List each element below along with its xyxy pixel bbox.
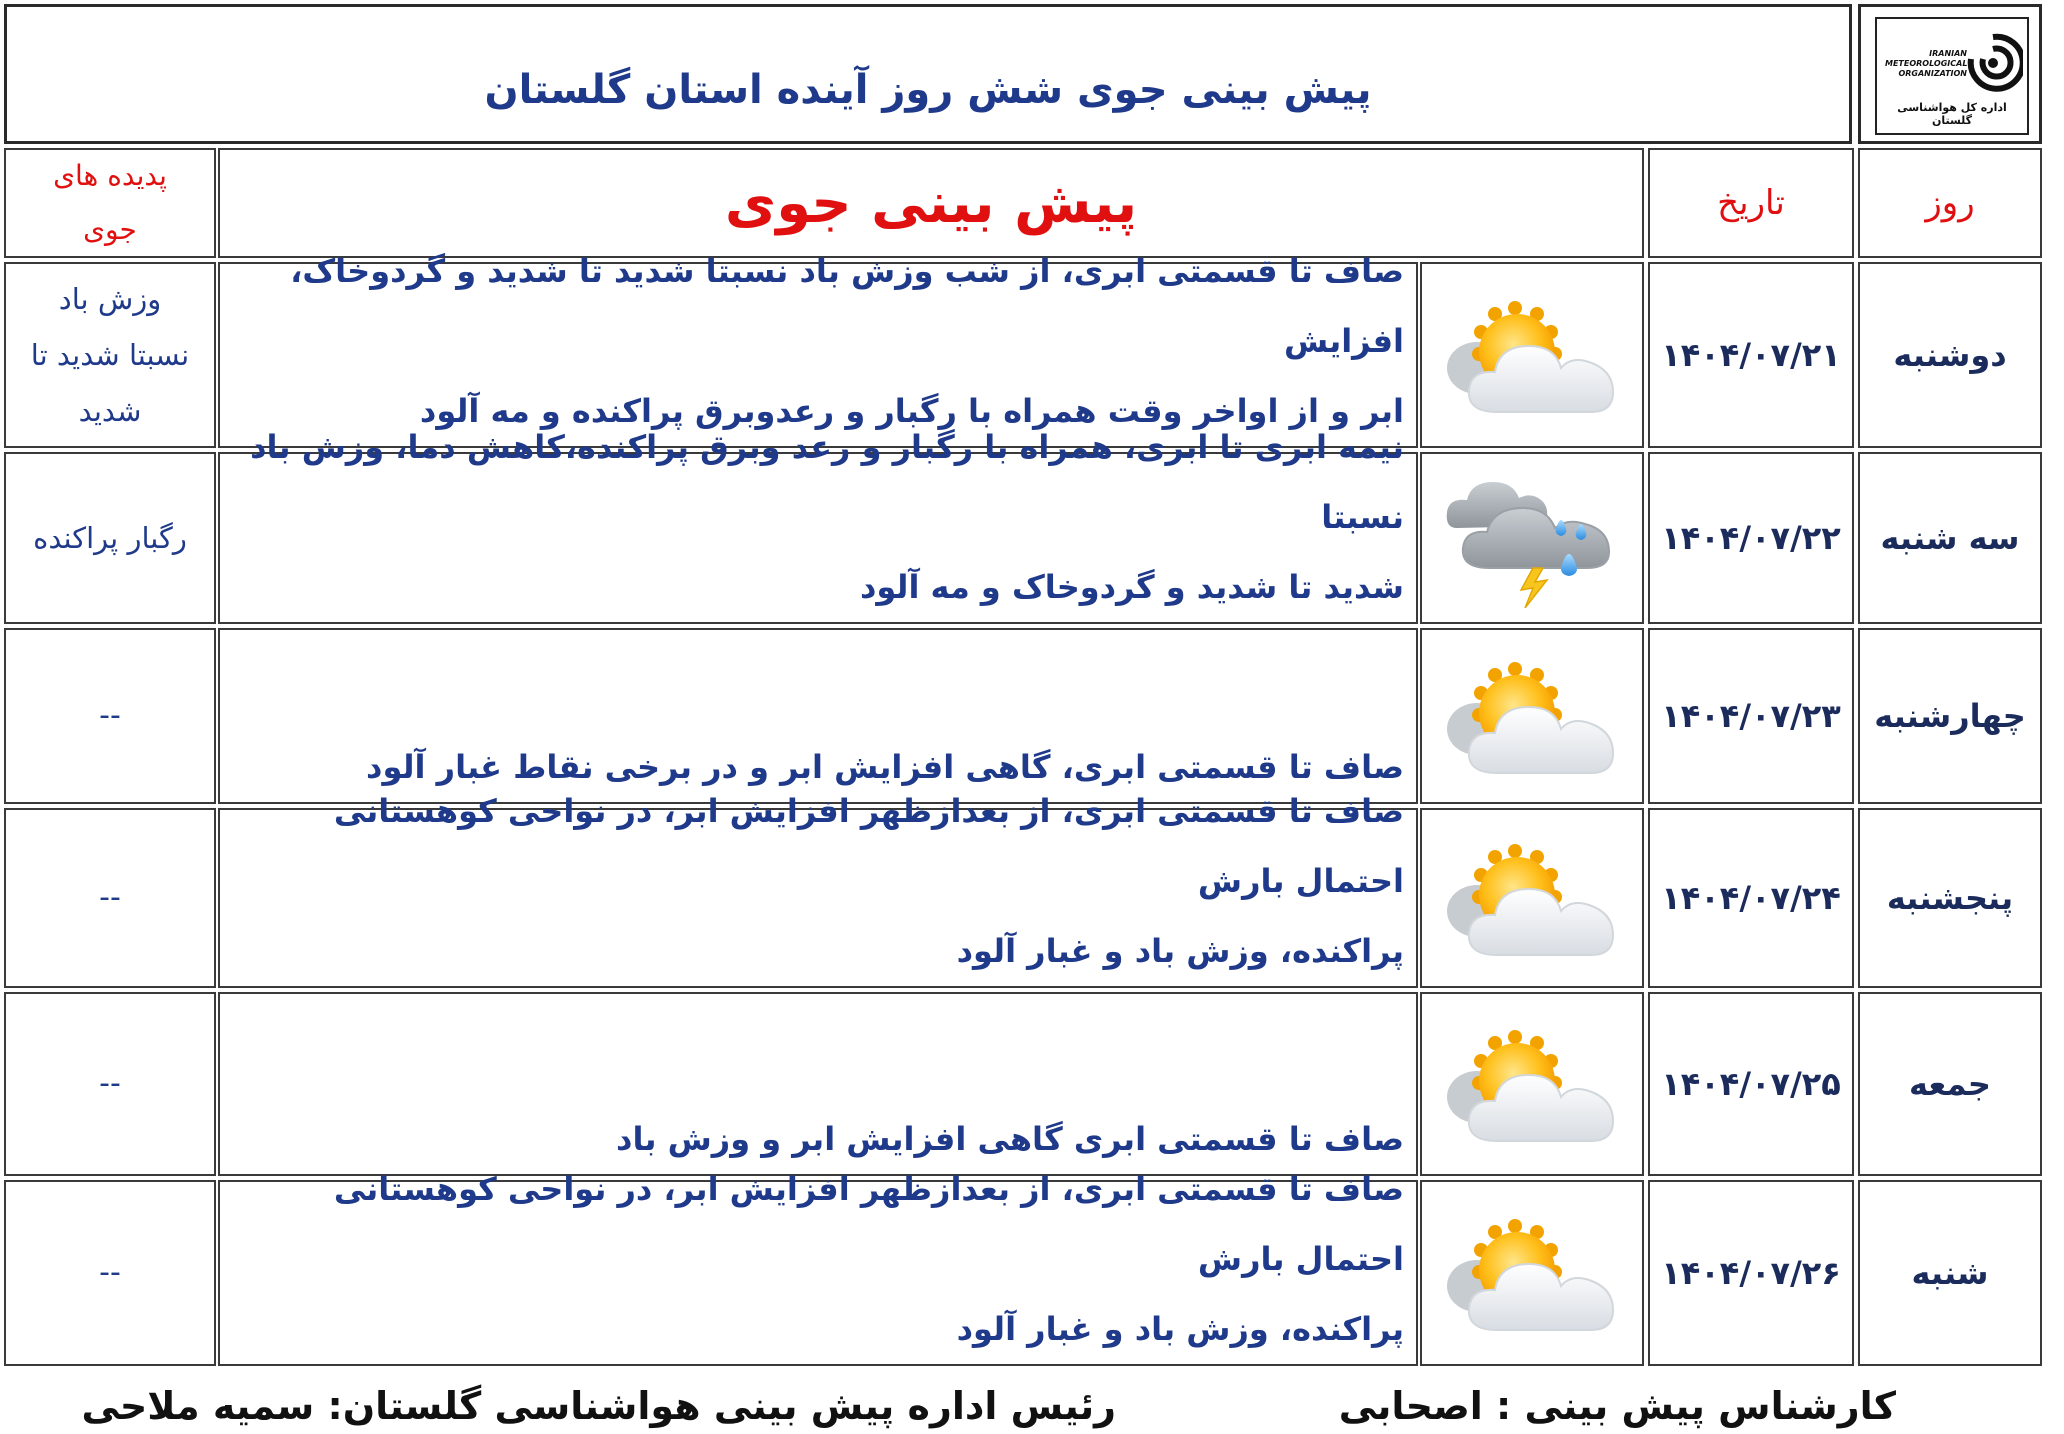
forecast-line-2: پراکنده، وزش باد و غبار آلود <box>956 932 1404 970</box>
column-header-phenomena: پدیده های جوی <box>53 159 167 246</box>
row-5-date-cell <box>1648 992 1854 1176</box>
row-5-phenomena <box>4 992 216 1176</box>
column-header-date: تاریخ <box>1717 183 1785 223</box>
row-4-icon-cell <box>1420 808 1644 988</box>
date-value: ۱۴۰۴/۰۷/۲۶ <box>1661 1254 1841 1292</box>
logo-caption: اداره کل هواشناسی گلستان <box>1897 101 2007 127</box>
row-4-date-cell <box>1648 808 1854 988</box>
day-name: شنبه <box>1911 1254 1989 1292</box>
phenomena-line-1: وزش باد <box>58 282 162 316</box>
row-1-icon-cell <box>1420 262 1644 448</box>
row-6-date-cell <box>1648 1180 1854 1366</box>
phenomena-line-2: نسبتا شدید تا <box>30 338 190 372</box>
phenomena-line-3: شدید <box>78 394 142 428</box>
row-3-icon-cell <box>1420 628 1644 804</box>
row-6-phenomena <box>4 1180 216 1366</box>
row-3-day-cell <box>1858 628 2042 804</box>
date-value: ۱۴۰۴/۰۷/۲۱ <box>1661 336 1841 374</box>
date-value: ۱۴۰۴/۰۷/۲۲ <box>1661 519 1841 557</box>
row-1-phenomena <box>4 262 216 448</box>
partly-cloudy-icon <box>1437 651 1627 781</box>
day-name: دوشنبه <box>1893 336 2007 374</box>
logo <box>1875 17 2029 135</box>
day-name: چهارشنبه <box>1874 697 2026 735</box>
forecast-line-1: صاف تا قسمتی ابری، از شب وزش باد نسبتا شدید تا شدید و گردوخاک، افزایش <box>290 252 1404 360</box>
row-2-forecast <box>218 428 1418 624</box>
row-5-day-cell <box>1858 992 2042 1176</box>
row-4-forecast <box>218 792 1418 988</box>
row-1-date-cell <box>1648 262 1854 448</box>
forecast-line-1: صاف تا قسمتی ابری، از بعدازظهر افزایش ابر، در نواحی کوهستانی احتمال بارش <box>333 792 1404 900</box>
meteorological-logo-icon <box>1963 29 2023 99</box>
date-value: ۱۴۰۴/۰۷/۲۴ <box>1661 879 1841 917</box>
forecast-line-1: صاف تا قسمتی ابری گاهی افزایش ابر و وزش باد <box>616 1120 1404 1158</box>
phenomena-text: -- <box>99 1066 121 1101</box>
partly-cloudy-icon <box>1437 1019 1627 1149</box>
column-header-forecast: پیش بینی جوی <box>724 170 1138 236</box>
header-date <box>1648 148 1854 258</box>
row-3-date-cell <box>1648 628 1854 804</box>
phenomena-text: -- <box>99 698 121 733</box>
forecaster-signature: کارشناس پیش بینی : اصحابی <box>1338 1384 1896 1428</box>
row-2-phenomena <box>4 452 216 624</box>
row-5-forecast <box>218 992 1418 1176</box>
day-name: پنجشنبه <box>1886 879 2014 917</box>
row-2-day-cell <box>1858 452 2042 624</box>
row-6-icon-cell <box>1420 1180 1644 1366</box>
forecast-line-1: صاف تا قسمتی ابری، گاهی افزایش ابر و در برخی نقاط غبار آلود <box>366 748 1404 786</box>
logo-english-text: IRANIAN METEOROLOGICAL ORGANIZATION <box>1885 49 1968 78</box>
date-value: ۱۴۰۴/۰۷/۲۵ <box>1661 1065 1841 1103</box>
phenomena-text: -- <box>99 1255 121 1290</box>
forecast-line-2: پراکنده، وزش باد و غبار آلود <box>956 1310 1404 1348</box>
row-2-icon-cell <box>1420 452 1644 624</box>
row-6-forecast <box>218 1170 1418 1366</box>
row-4-phenomena <box>4 808 216 988</box>
row-5-icon-cell <box>1420 992 1644 1176</box>
column-header-day: روز <box>1925 183 1975 223</box>
title-banner <box>4 4 1852 144</box>
forecast-line-2: شدید تا شدید و گردوخاک و مه آلود <box>859 568 1404 606</box>
partly-cloudy-icon <box>1437 833 1627 963</box>
row-4-day-cell <box>1858 808 2042 988</box>
date-value: ۱۴۰۴/۰۷/۲۳ <box>1661 697 1841 735</box>
forecast-line-1: صاف تا قسمتی ابری، از بعدازظهر افزایش ابر، در نواحی کوهستانی احتمال بارش <box>333 1170 1404 1278</box>
row-1-day-cell <box>1858 262 2042 448</box>
row-3-phenomena <box>4 628 216 804</box>
day-name: سه شنبه <box>1880 519 2020 557</box>
partly-cloudy-icon <box>1437 1208 1627 1338</box>
phenomena-text: رگبار پراکنده <box>33 521 187 555</box>
header-phenomena <box>4 148 216 258</box>
phenomena-text: -- <box>99 880 121 915</box>
logo-box <box>1858 4 2042 144</box>
row-2-date-cell <box>1648 452 1854 624</box>
day-name: جمعه <box>1909 1065 1991 1103</box>
row-6-day-cell <box>1858 1180 2042 1366</box>
forecast-line-1: نیمه ابری تا ابری، همراه با رگبار و رعد وبرق پراکنده،کاهش دما، وزش باد نسبتا <box>250 428 1404 536</box>
thunderstorm-icon <box>1437 468 1627 608</box>
page-title: پیش بینی جوی شش روز آینده استان گلستان <box>484 67 1372 113</box>
partly-cloudy-icon <box>1437 290 1627 420</box>
forecast-line-2: ابر و از اواخر وقت همراه با رگبار و رعدوبرق پراکنده و مه آلود <box>419 392 1404 430</box>
header-day <box>1858 148 2042 258</box>
head-signature: رئیس اداره پیش بینی هواشناسی گلستان: سمیه ملاحی <box>81 1384 1116 1428</box>
